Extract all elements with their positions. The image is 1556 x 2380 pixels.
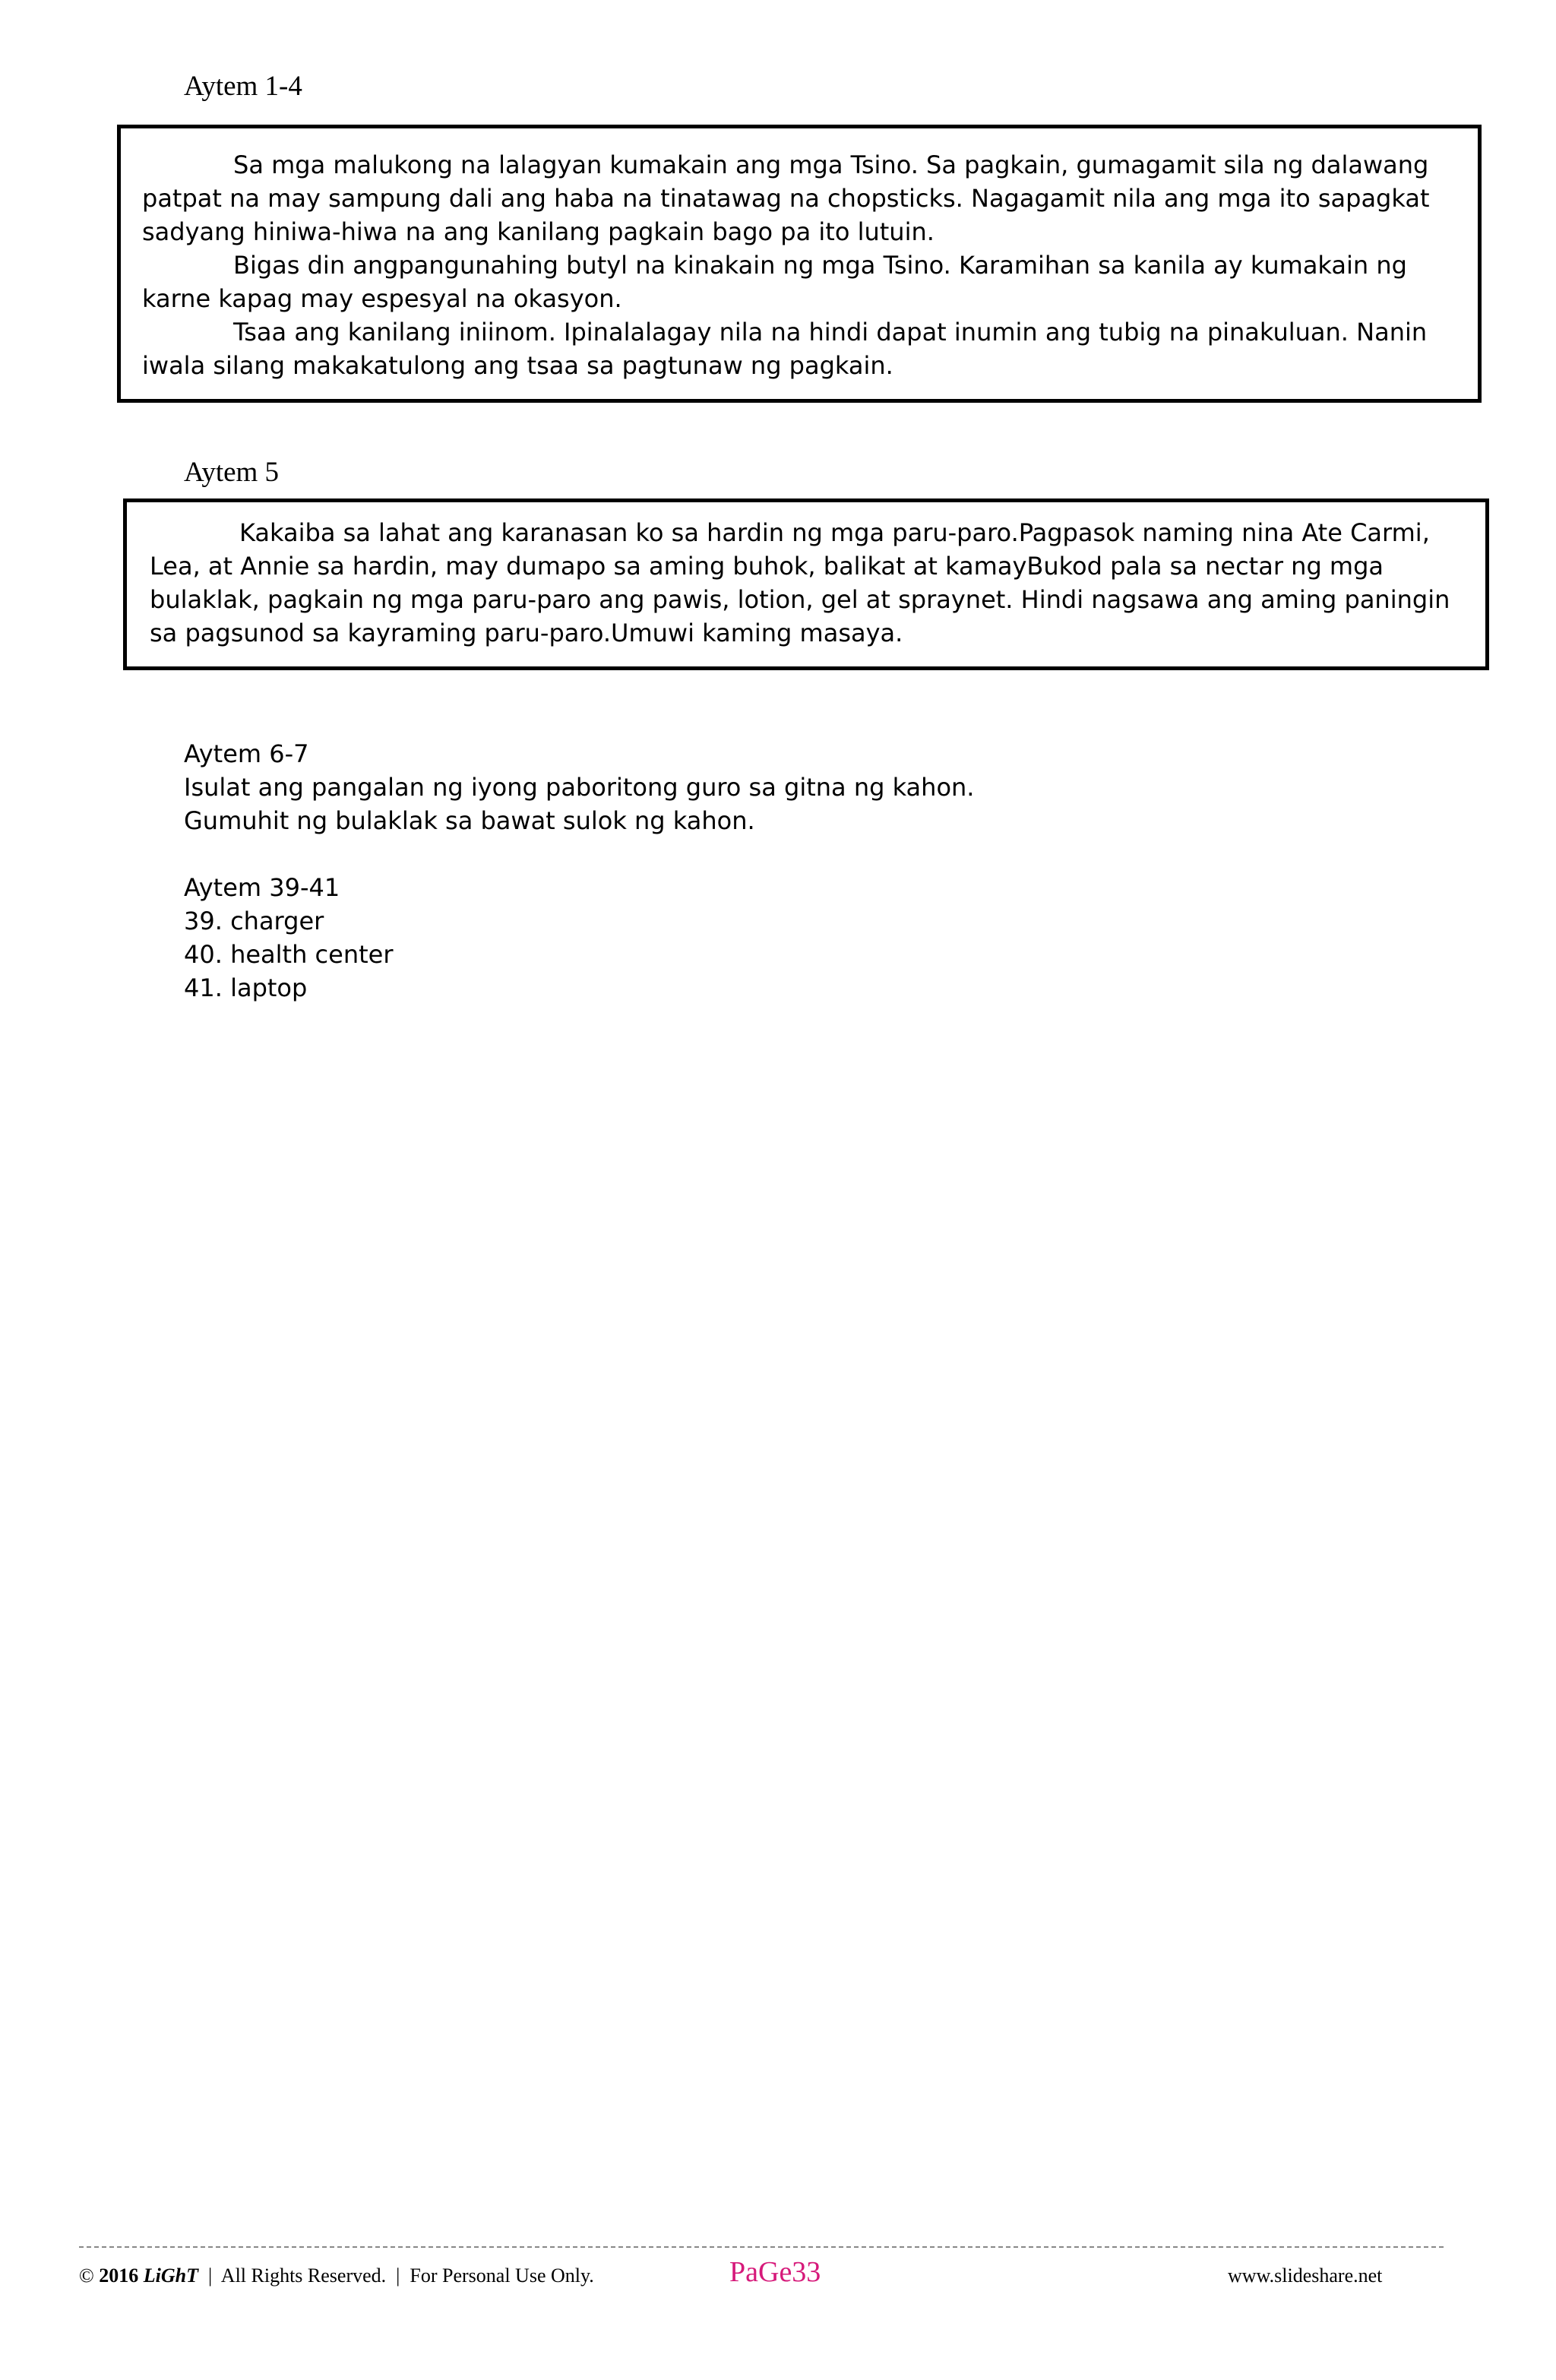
passage-line: karne kapag may espesyal na okasyon. [142, 284, 622, 313]
instruction-line: Isulat ang pangalan ng iyong paboritong guro sa gitna ng kahon. [184, 773, 975, 802]
passage-line: iwala silang makakatulong ang tsaa sa pagtunaw ng pagkain. [142, 351, 893, 380]
copyright-icon: © [79, 2264, 94, 2287]
passage-line: Sa mga malukong na lalagyan kumakain ang mga Tsino. Sa pagkain, gumagamit sila ng dalawang [233, 150, 1429, 179]
passage-box-aytem-5 [123, 498, 1489, 670]
footer-copyright [79, 2263, 594, 2289]
section-heading-aytem-6-7: Aytem 6-7 [184, 739, 309, 768]
passage-line: Lea, at Annie sa hardin, may dumapo sa aming buhok, balikat at kamayBukod pala sa nectar ng mga [150, 552, 1384, 581]
passage-line: Tsaa ang kanilang iniinom. Ipinalalagay nila na hindi dapat inumin ang tubig na pinakuluan. Nanin [233, 318, 1428, 347]
page-number: PaGe33 [729, 2256, 821, 2288]
section-heading-aytem-1-4: Aytem 1-4 [184, 71, 302, 102]
passage-line: sa pagsunod sa kayraming paru-paro.Umuwi kaming masaya. [150, 619, 903, 647]
passage-line: Kakaiba sa lahat ang karanasan ko sa hardin ng mga paru-paro.Pagpasok naming nina Ate Carmi, [239, 518, 1430, 547]
footer-year: 2016 [99, 2264, 139, 2287]
instruction-line: Gumuhit ng bulaklak sa bawat sulok ng kahon. [184, 806, 755, 835]
footer-rights: All Rights Reserved. [220, 2264, 387, 2287]
passage-box-aytem-1-4 [117, 125, 1482, 403]
passage-line: bulaklak, pagkain ng mga paru-paro ang pawis, lotion, gel at spraynet. Hindi nagsawa ang aming paningin [150, 585, 1450, 614]
passage-line: Bigas din angpangunahing butyl na kinakain ng mga Tsino. Karamihan sa kanila ay kumakain ng [233, 251, 1407, 280]
passage-line: patpat na may sampung dali ang haba na tinatawag na chopsticks. Nagagamit nila ang mga ito sapagkat [142, 184, 1430, 213]
section-heading-aytem-39-41: Aytem 39-41 [184, 873, 340, 902]
footer-separator: | [208, 2264, 213, 2287]
footer-divider [79, 2246, 1444, 2248]
footer-separator: | [396, 2264, 400, 2287]
footer-brand: LiGhT [143, 2264, 198, 2287]
section-heading-aytem-5: Aytem 5 [184, 457, 280, 488]
answer-item: 41. laptop [184, 973, 308, 1002]
footer-usage: For Personal Use Only. [410, 2264, 594, 2287]
answer-item: 39. charger [184, 907, 324, 935]
footer-website-link[interactable]: www.slideshare.net [1228, 2264, 1383, 2287]
instructions-block [184, 737, 974, 1005]
passage-line: sadyang hiniwa-hiwa na ang kanilang pagkain bago pa ito lutuin. [142, 217, 935, 246]
answer-item: 40. health center [184, 940, 394, 969]
